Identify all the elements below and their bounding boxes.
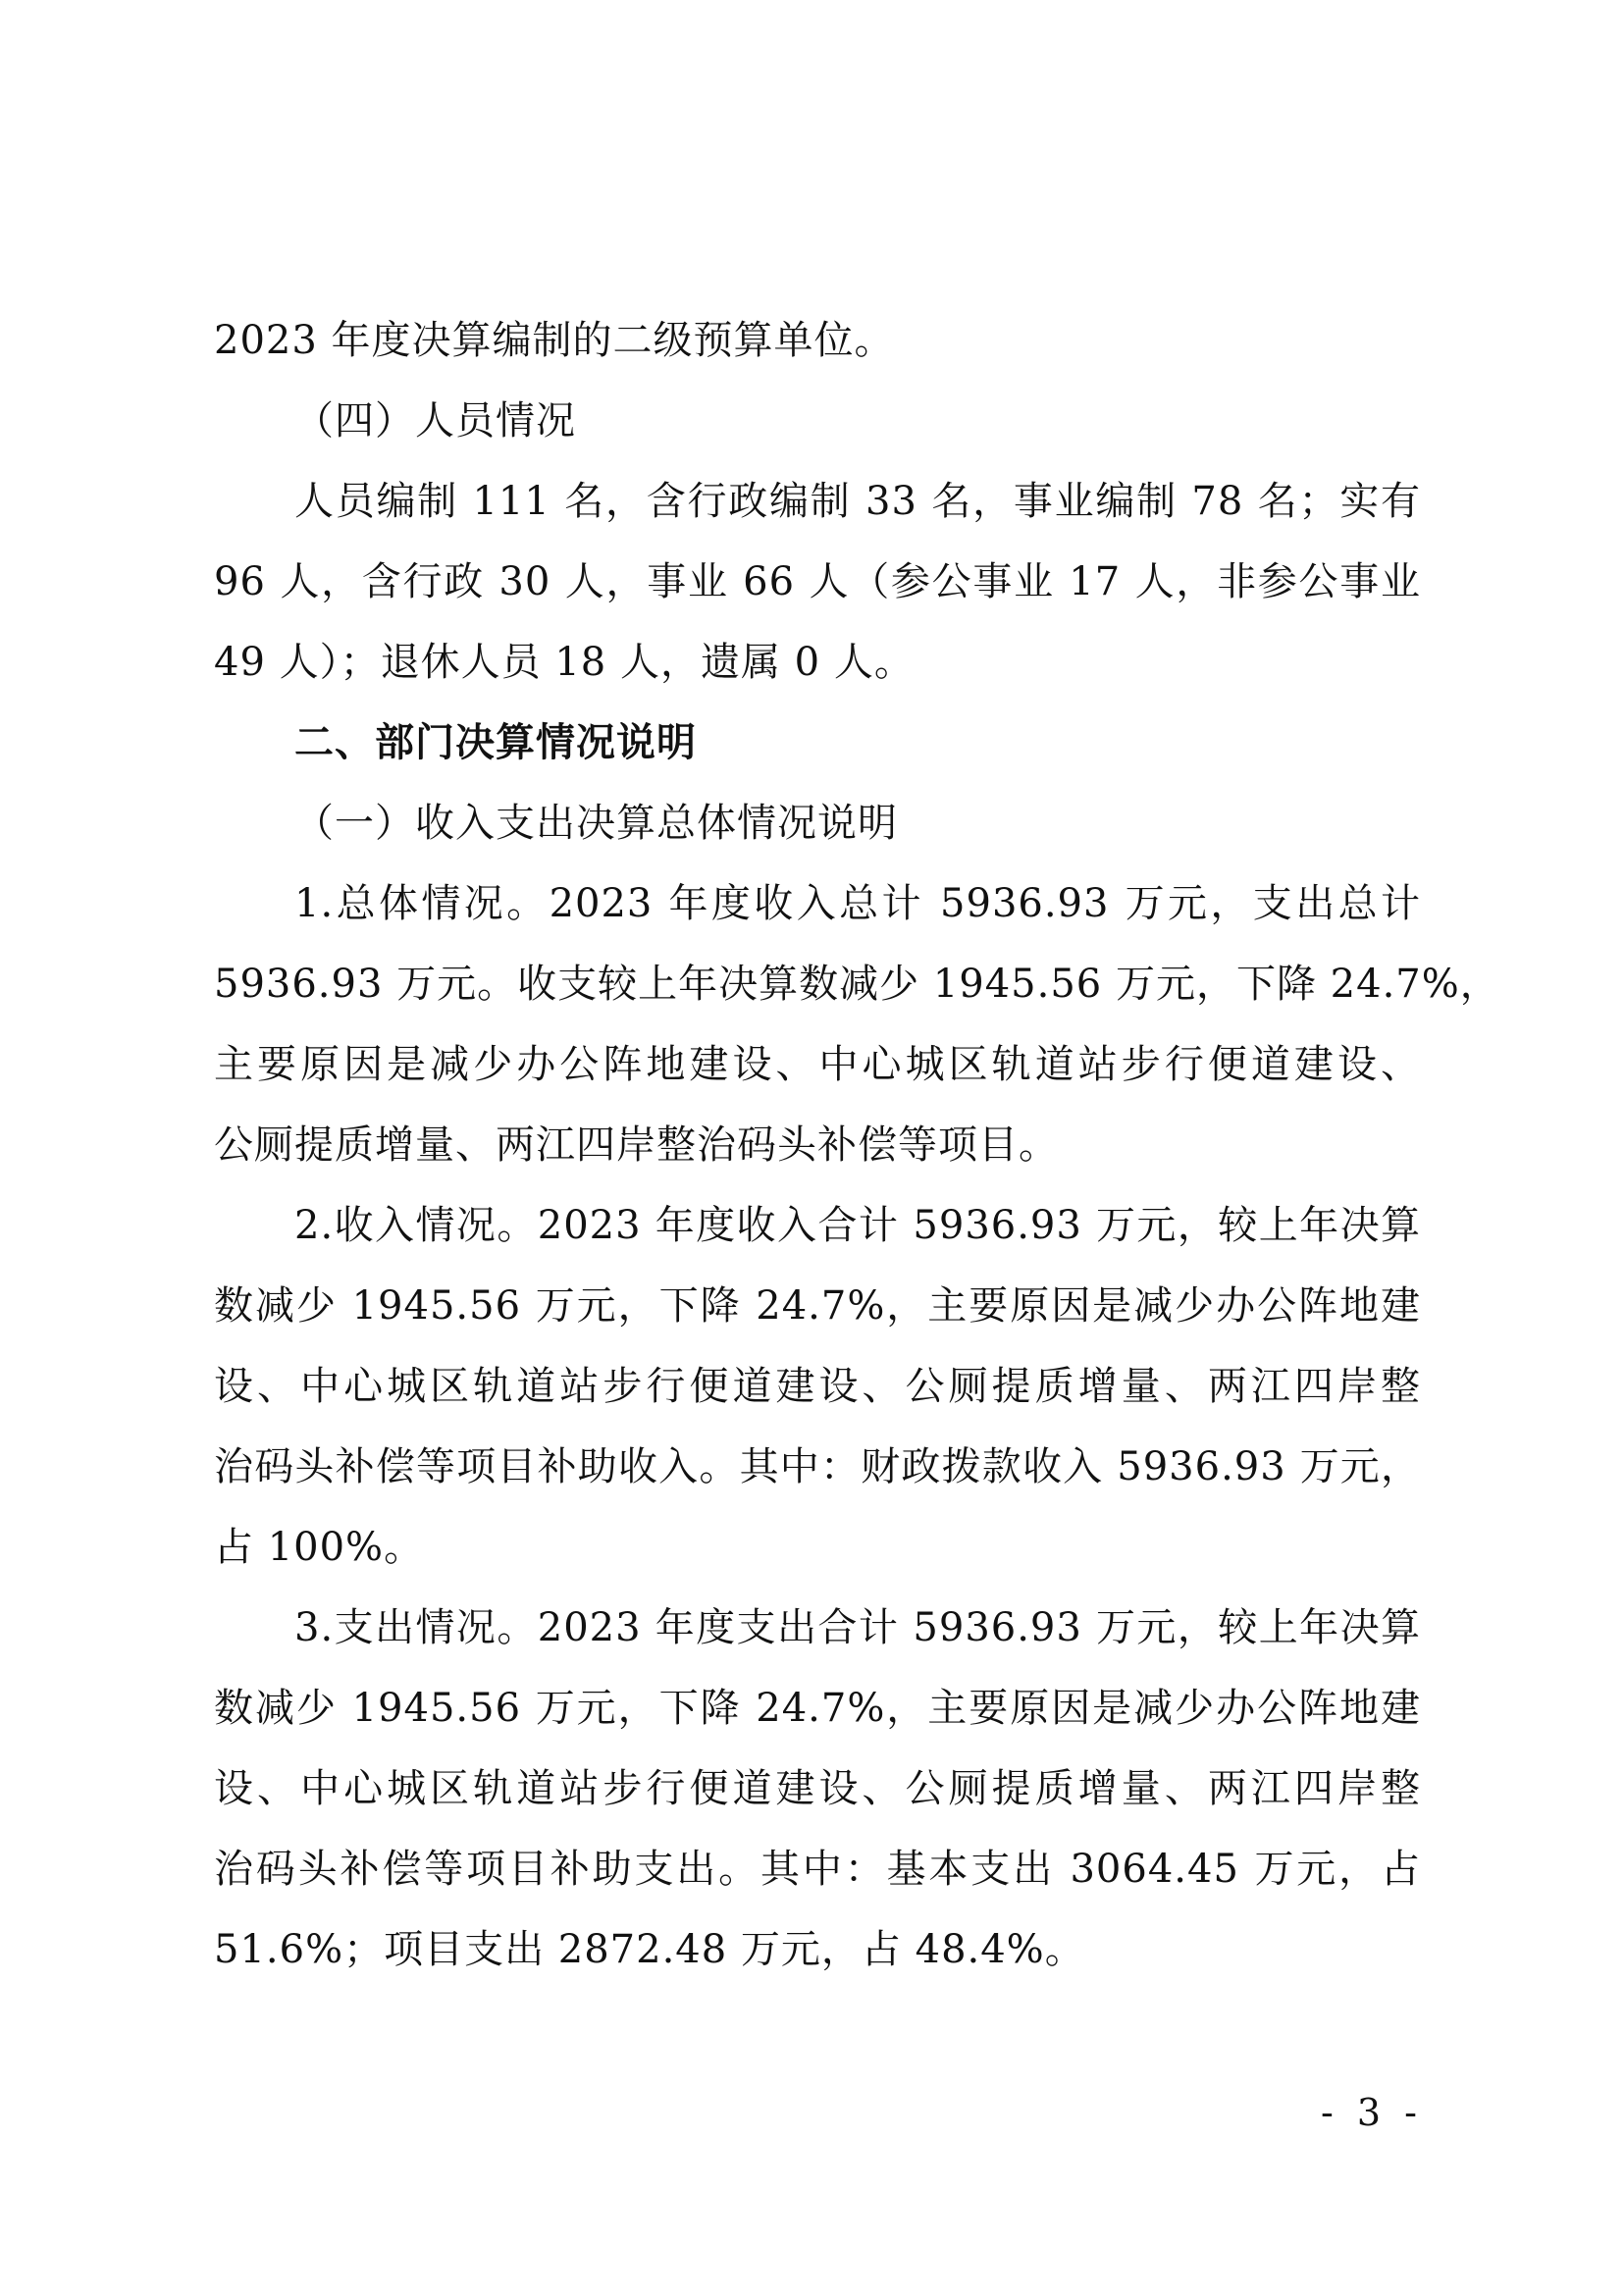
paragraph-line: 5936.93 万元。收支较上年决算数减少 1945.56 万元，下降 24.7%， <box>214 962 1500 1007</box>
paragraph-line: 3.支出情况。2023 年度支出合计 5936.93 万元，较上年决算 <box>294 1605 1421 1650</box>
paragraph-line: 主要原因是减少办公阵地建设、中心城区轨道站步行便道建设、 <box>214 1042 1421 1087</box>
paragraph-line: 治码头补偿等项目补助收入。其中：财政拨款收入 5936.93 万元， <box>214 1444 1421 1489</box>
paragraph-line: 人员编制 111 名，含行政编制 33 名，事业编制 78 名；实有 <box>294 479 1421 524</box>
paragraph-line: 设、中心城区轨道站步行便道建设、公厕提质增量、两江四岸整 <box>214 1766 1421 1811</box>
paragraph-line: 数减少 1945.56 万元，下降 24.7%，主要原因是减少办公阵地建 <box>214 1686 1421 1731</box>
section-heading-staff: （四）人员情况 <box>294 398 576 443</box>
paragraph-line: 2.收入情况。2023 年度收入合计 5936.93 万元，较上年决算 <box>294 1203 1421 1248</box>
paragraph-line: 1.总体情况。2023 年度收入总计 5936.93 万元，支出总计 <box>294 881 1421 926</box>
paragraph-line: 2023 年度决算编制的二级预算单位。 <box>214 318 895 363</box>
paragraph-line: 公厕提质增量、两江四岸整治码头补偿等项目。 <box>214 1122 1059 1168</box>
chapter-heading: 二、部门决算情况说明 <box>294 720 697 765</box>
section-heading-summary: （一）收入支出决算总体情况说明 <box>294 801 898 846</box>
paragraph-line: 49 人）；退休人员 18 人，遗属 0 人。 <box>214 640 915 685</box>
paragraph-line: 数减少 1945.56 万元，下降 24.7%，主要原因是减少办公阵地建 <box>214 1283 1421 1329</box>
paragraph-line: 51.6%；项目支出 2872.48 万元，占 48.4%。 <box>214 1927 1085 1972</box>
paragraph-line: 治码头补偿等项目补助支出。其中：基本支出 3064.45 万元，占 <box>214 1847 1421 1892</box>
paragraph-line: 占 100%。 <box>214 1525 425 1570</box>
page-number: - 3 - <box>1320 2091 1423 2134</box>
paragraph-line: 96 人，含行政 30 人，事业 66 人（参公事业 17 人，非参公事业 <box>214 559 1421 604</box>
paragraph-line: 设、中心城区轨道站步行便道建设、公厕提质增量、两江四岸整 <box>214 1364 1421 1409</box>
